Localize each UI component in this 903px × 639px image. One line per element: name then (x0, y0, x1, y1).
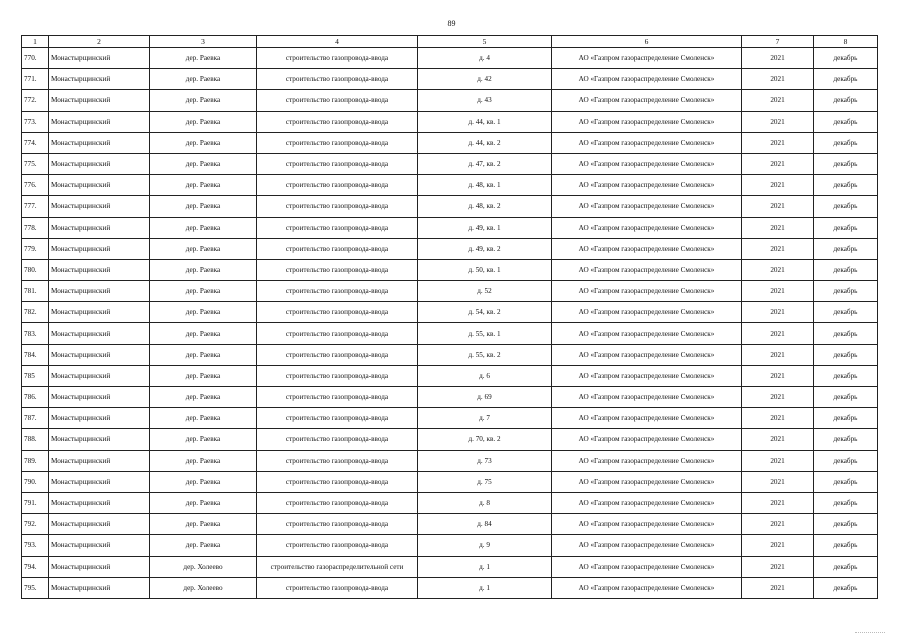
organization-cell: АО «Газпром газораспределение Смоленск» (552, 302, 742, 323)
address-cell: д. 9 (418, 535, 552, 556)
organization-cell: АО «Газпром газораспределение Смоленск» (552, 259, 742, 280)
municipality-cell: Монастырщинский (49, 132, 150, 153)
organization-cell: АО «Газпром газораспределение Смоленск» (552, 556, 742, 577)
work-type-cell: строительство газопровода-ввода (257, 514, 418, 535)
year-cell: 2021 (742, 429, 814, 450)
column-header: 3 (150, 36, 257, 48)
organization-cell: АО «Газпром газораспределение Смоленск» (552, 429, 742, 450)
row-number-cell: 789. (22, 450, 49, 471)
address-cell: д. 42 (418, 69, 552, 90)
year-cell: 2021 (742, 259, 814, 280)
work-type-cell: строительство газопровода-ввода (257, 471, 418, 492)
municipality-cell: Монастырщинский (49, 535, 150, 556)
address-cell: д. 48, кв. 2 (418, 196, 552, 217)
year-cell: 2021 (742, 302, 814, 323)
work-type-cell: строительство газопровода-ввода (257, 387, 418, 408)
work-type-cell: строительство газопровода-ввода (257, 302, 418, 323)
settlement-cell: дер. Раевка (150, 132, 257, 153)
month-cell: декабрь (814, 577, 878, 598)
organization-cell: АО «Газпром газораспределение Смоленск» (552, 577, 742, 598)
year-cell: 2021 (742, 387, 814, 408)
work-type-cell: строительство газопровода-ввода (257, 69, 418, 90)
row-number-cell: 775. (22, 153, 49, 174)
table-row (22, 217, 878, 238)
organization-cell: АО «Газпром газораспределение Смоленск» (552, 408, 742, 429)
month-cell: декабрь (814, 492, 878, 513)
table-row (22, 556, 878, 577)
settlement-cell: дер. Раевка (150, 238, 257, 259)
month-cell: декабрь (814, 471, 878, 492)
column-header: 1 (22, 36, 49, 48)
address-cell: д. 43 (418, 90, 552, 111)
column-header: 7 (742, 36, 814, 48)
row-number-cell: 781. (22, 281, 49, 302)
address-cell: д. 50, кв. 1 (418, 259, 552, 280)
municipality-cell: Монастырщинский (49, 344, 150, 365)
year-cell: 2021 (742, 281, 814, 302)
table-row (22, 514, 878, 535)
settlement-cell: дер. Раевка (150, 471, 257, 492)
organization-cell: АО «Газпром газораспределение Смоленск» (552, 492, 742, 513)
organization-cell: АО «Газпром газораспределение Смоленск» (552, 238, 742, 259)
year-cell: 2021 (742, 175, 814, 196)
work-type-cell: строительство газопровода-ввода (257, 344, 418, 365)
municipality-cell: Монастырщинский (49, 323, 150, 344)
year-cell: 2021 (742, 577, 814, 598)
settlement-cell: дер. Холеево (150, 556, 257, 577)
row-number-cell: 773. (22, 111, 49, 132)
row-number-cell: 790. (22, 471, 49, 492)
month-cell: декабрь (814, 387, 878, 408)
row-number-cell: 788. (22, 429, 49, 450)
year-cell: 2021 (742, 153, 814, 174)
month-cell: декабрь (814, 132, 878, 153)
row-number-cell: 794. (22, 556, 49, 577)
row-number-cell: 793. (22, 535, 49, 556)
municipality-cell: Монастырщинский (49, 387, 150, 408)
row-number-cell: 785 (22, 365, 49, 386)
settlement-cell: дер. Холеево (150, 577, 257, 598)
year-cell: 2021 (742, 556, 814, 577)
month-cell: декабрь (814, 450, 878, 471)
column-header: 8 (814, 36, 878, 48)
address-cell: д. 55, кв. 2 (418, 344, 552, 365)
settlement-cell: дер. Раевка (150, 217, 257, 238)
table-row (22, 259, 878, 280)
column-header: 6 (552, 36, 742, 48)
settlement-cell: дер. Раевка (150, 111, 257, 132)
table-row (22, 450, 878, 471)
year-cell: 2021 (742, 535, 814, 556)
address-cell: д. 44, кв. 2 (418, 132, 552, 153)
organization-cell: АО «Газпром газораспределение Смоленск» (552, 387, 742, 408)
year-cell: 2021 (742, 471, 814, 492)
month-cell: декабрь (814, 365, 878, 386)
table-row (22, 111, 878, 132)
year-cell: 2021 (742, 514, 814, 535)
organization-cell: АО «Газпром газораспределение Смоленск» (552, 69, 742, 90)
address-cell: д. 69 (418, 387, 552, 408)
row-number-cell: 783. (22, 323, 49, 344)
municipality-cell: Монастырщинский (49, 90, 150, 111)
table-row (22, 196, 878, 217)
table-row (22, 323, 878, 344)
row-number-cell: 780. (22, 259, 49, 280)
row-number-cell: 774. (22, 132, 49, 153)
year-cell: 2021 (742, 238, 814, 259)
work-type-cell: строительство газопровода-ввода (257, 408, 418, 429)
organization-cell: АО «Газпром газораспределение Смоленск» (552, 111, 742, 132)
table-row (22, 492, 878, 513)
work-type-cell: строительство газопровода-ввода (257, 238, 418, 259)
settlement-cell: дер. Раевка (150, 175, 257, 196)
work-type-cell: строительство газопровода-ввода (257, 450, 418, 471)
column-number-row (22, 36, 878, 48)
row-number-cell: 792. (22, 514, 49, 535)
work-type-cell: строительство газопровода-ввода (257, 535, 418, 556)
address-cell: д. 44, кв. 1 (418, 111, 552, 132)
table-row (22, 577, 878, 598)
address-cell: д. 84 (418, 514, 552, 535)
month-cell: декабрь (814, 408, 878, 429)
settlement-cell: дер. Раевка (150, 281, 257, 302)
municipality-cell: Монастырщинский (49, 450, 150, 471)
organization-cell: АО «Газпром газораспределение Смоленск» (552, 471, 742, 492)
month-cell: декабрь (814, 196, 878, 217)
address-cell: д. 48, кв. 1 (418, 175, 552, 196)
year-cell: 2021 (742, 69, 814, 90)
scan-artifact (855, 632, 885, 635)
table-row (22, 302, 878, 323)
month-cell: декабрь (814, 514, 878, 535)
address-cell: д. 8 (418, 492, 552, 513)
municipality-cell: Монастырщинский (49, 48, 150, 69)
work-type-cell: строительство газораспределительной сети (257, 556, 418, 577)
table-row (22, 365, 878, 386)
settlement-cell: дер. Раевка (150, 69, 257, 90)
organization-cell: АО «Газпром газораспределение Смоленск» (552, 281, 742, 302)
municipality-cell: Монастырщинский (49, 302, 150, 323)
settlement-cell: дер. Раевка (150, 408, 257, 429)
row-number-cell: 784. (22, 344, 49, 365)
row-number-cell: 779. (22, 238, 49, 259)
work-type-cell: строительство газопровода-ввода (257, 111, 418, 132)
settlement-cell: дер. Раевка (150, 535, 257, 556)
organization-cell: АО «Газпром газораспределение Смоленск» (552, 535, 742, 556)
municipality-cell: Монастырщинский (49, 153, 150, 174)
work-type-cell: строительство газопровода-ввода (257, 196, 418, 217)
municipality-cell: Монастырщинский (49, 577, 150, 598)
gasification-table (21, 35, 878, 599)
work-type-cell: строительство газопровода-ввода (257, 153, 418, 174)
address-cell: д. 4 (418, 48, 552, 69)
address-cell: д. 1 (418, 556, 552, 577)
work-type-cell: строительство газопровода-ввода (257, 48, 418, 69)
municipality-cell: Монастырщинский (49, 556, 150, 577)
organization-cell: АО «Газпром газораспределение Смоленск» (552, 450, 742, 471)
organization-cell: АО «Газпром газораспределение Смоленск» (552, 514, 742, 535)
column-header: 2 (49, 36, 150, 48)
table-row (22, 238, 878, 259)
row-number-cell: 782. (22, 302, 49, 323)
settlement-cell: дер. Раевка (150, 450, 257, 471)
row-number-cell: 795. (22, 577, 49, 598)
settlement-cell: дер. Раевка (150, 323, 257, 344)
month-cell: декабрь (814, 302, 878, 323)
work-type-cell: строительство газопровода-ввода (257, 577, 418, 598)
month-cell: декабрь (814, 48, 878, 69)
settlement-cell: дер. Раевка (150, 153, 257, 174)
table-row (22, 387, 878, 408)
municipality-cell: Монастырщинский (49, 259, 150, 280)
year-cell: 2021 (742, 492, 814, 513)
municipality-cell: Монастырщинский (49, 492, 150, 513)
table-row (22, 48, 878, 69)
municipality-cell: Монастырщинский (49, 238, 150, 259)
work-type-cell: строительство газопровода-ввода (257, 365, 418, 386)
column-header: 5 (418, 36, 552, 48)
organization-cell: АО «Газпром газораспределение Смоленск» (552, 48, 742, 69)
year-cell: 2021 (742, 217, 814, 238)
municipality-cell: Монастырщинский (49, 408, 150, 429)
address-cell: д. 54, кв. 2 (418, 302, 552, 323)
organization-cell: АО «Газпром газораспределение Смоленск» (552, 153, 742, 174)
month-cell: декабрь (814, 323, 878, 344)
year-cell: 2021 (742, 365, 814, 386)
month-cell: декабрь (814, 217, 878, 238)
address-cell: д. 7 (418, 408, 552, 429)
address-cell: д. 49, кв. 1 (418, 217, 552, 238)
month-cell: декабрь (814, 429, 878, 450)
settlement-cell: дер. Раевка (150, 196, 257, 217)
month-cell: декабрь (814, 90, 878, 111)
organization-cell: АО «Газпром газораспределение Смоленск» (552, 217, 742, 238)
organization-cell: АО «Газпром газораспределение Смоленск» (552, 323, 742, 344)
work-type-cell: строительство газопровода-ввода (257, 281, 418, 302)
work-type-cell: строительство газопровода-ввода (257, 175, 418, 196)
year-cell: 2021 (742, 90, 814, 111)
work-type-cell: строительство газопровода-ввода (257, 259, 418, 280)
month-cell: декабрь (814, 556, 878, 577)
month-cell: декабрь (814, 111, 878, 132)
table-row (22, 429, 878, 450)
row-number-cell: 771. (22, 69, 49, 90)
address-cell: д. 47, кв. 2 (418, 153, 552, 174)
organization-cell: АО «Газпром газораспределение Смоленск» (552, 365, 742, 386)
work-type-cell: строительство газопровода-ввода (257, 492, 418, 513)
settlement-cell: дер. Раевка (150, 365, 257, 386)
month-cell: декабрь (814, 69, 878, 90)
month-cell: декабрь (814, 175, 878, 196)
settlement-cell: дер. Раевка (150, 429, 257, 450)
municipality-cell: Монастырщинский (49, 111, 150, 132)
work-type-cell: строительство газопровода-ввода (257, 429, 418, 450)
municipality-cell: Монастырщинский (49, 217, 150, 238)
row-number-cell: 778. (22, 217, 49, 238)
table-row (22, 471, 878, 492)
organization-cell: АО «Газпром газораспределение Смоленск» (552, 196, 742, 217)
table-row (22, 408, 878, 429)
year-cell: 2021 (742, 196, 814, 217)
row-number-cell: 772. (22, 90, 49, 111)
address-cell: д. 73 (418, 450, 552, 471)
municipality-cell: Монастырщинский (49, 196, 150, 217)
table-row (22, 344, 878, 365)
municipality-cell: Монастырщинский (49, 69, 150, 90)
table-row (22, 535, 878, 556)
municipality-cell: Монастырщинский (49, 429, 150, 450)
year-cell: 2021 (742, 111, 814, 132)
year-cell: 2021 (742, 48, 814, 69)
settlement-cell: дер. Раевка (150, 344, 257, 365)
row-number-cell: 787. (22, 408, 49, 429)
row-number-cell: 786. (22, 387, 49, 408)
settlement-cell: дер. Раевка (150, 492, 257, 513)
table-row (22, 175, 878, 196)
month-cell: декабрь (814, 344, 878, 365)
address-cell: д. 1 (418, 577, 552, 598)
table-body (22, 48, 878, 599)
row-number-cell: 791. (22, 492, 49, 513)
page-number: 89 (447, 19, 456, 28)
address-cell: д. 6 (418, 365, 552, 386)
organization-cell: АО «Газпром газораспределение Смоленск» (552, 90, 742, 111)
column-header: 4 (257, 36, 418, 48)
year-cell: 2021 (742, 450, 814, 471)
settlement-cell: дер. Раевка (150, 259, 257, 280)
address-cell: д. 75 (418, 471, 552, 492)
row-number-cell: 777. (22, 196, 49, 217)
address-cell: д. 55, кв. 1 (418, 323, 552, 344)
work-type-cell: строительство газопровода-ввода (257, 90, 418, 111)
municipality-cell: Монастырщинский (49, 175, 150, 196)
table-row (22, 90, 878, 111)
month-cell: декабрь (814, 281, 878, 302)
table-row (22, 153, 878, 174)
year-cell: 2021 (742, 323, 814, 344)
settlement-cell: дер. Раевка (150, 90, 257, 111)
year-cell: 2021 (742, 132, 814, 153)
settlement-cell: дер. Раевка (150, 302, 257, 323)
municipality-cell: Монастырщинский (49, 471, 150, 492)
municipality-cell: Монастырщинский (49, 514, 150, 535)
table-row (22, 69, 878, 90)
month-cell: декабрь (814, 238, 878, 259)
table-row (22, 281, 878, 302)
address-cell: д. 49, кв. 2 (418, 238, 552, 259)
settlement-cell: дер. Раевка (150, 387, 257, 408)
month-cell: декабрь (814, 153, 878, 174)
work-type-cell: строительство газопровода-ввода (257, 323, 418, 344)
row-number-cell: 776. (22, 175, 49, 196)
settlement-cell: дер. Раевка (150, 514, 257, 535)
work-type-cell: строительство газопровода-ввода (257, 217, 418, 238)
year-cell: 2021 (742, 408, 814, 429)
organization-cell: АО «Газпром газораспределение Смоленск» (552, 132, 742, 153)
work-type-cell: строительство газопровода-ввода (257, 132, 418, 153)
row-number-cell: 770. (22, 48, 49, 69)
organization-cell: АО «Газпром газораспределение Смоленск» (552, 175, 742, 196)
month-cell: декабрь (814, 535, 878, 556)
month-cell: декабрь (814, 259, 878, 280)
table-row (22, 132, 878, 153)
address-cell: д. 52 (418, 281, 552, 302)
settlement-cell: дер. Раевка (150, 48, 257, 69)
organization-cell: АО «Газпром газораспределение Смоленск» (552, 344, 742, 365)
municipality-cell: Монастырщинский (49, 365, 150, 386)
year-cell: 2021 (742, 344, 814, 365)
address-cell: д. 70, кв. 2 (418, 429, 552, 450)
municipality-cell: Монастырщинский (49, 281, 150, 302)
